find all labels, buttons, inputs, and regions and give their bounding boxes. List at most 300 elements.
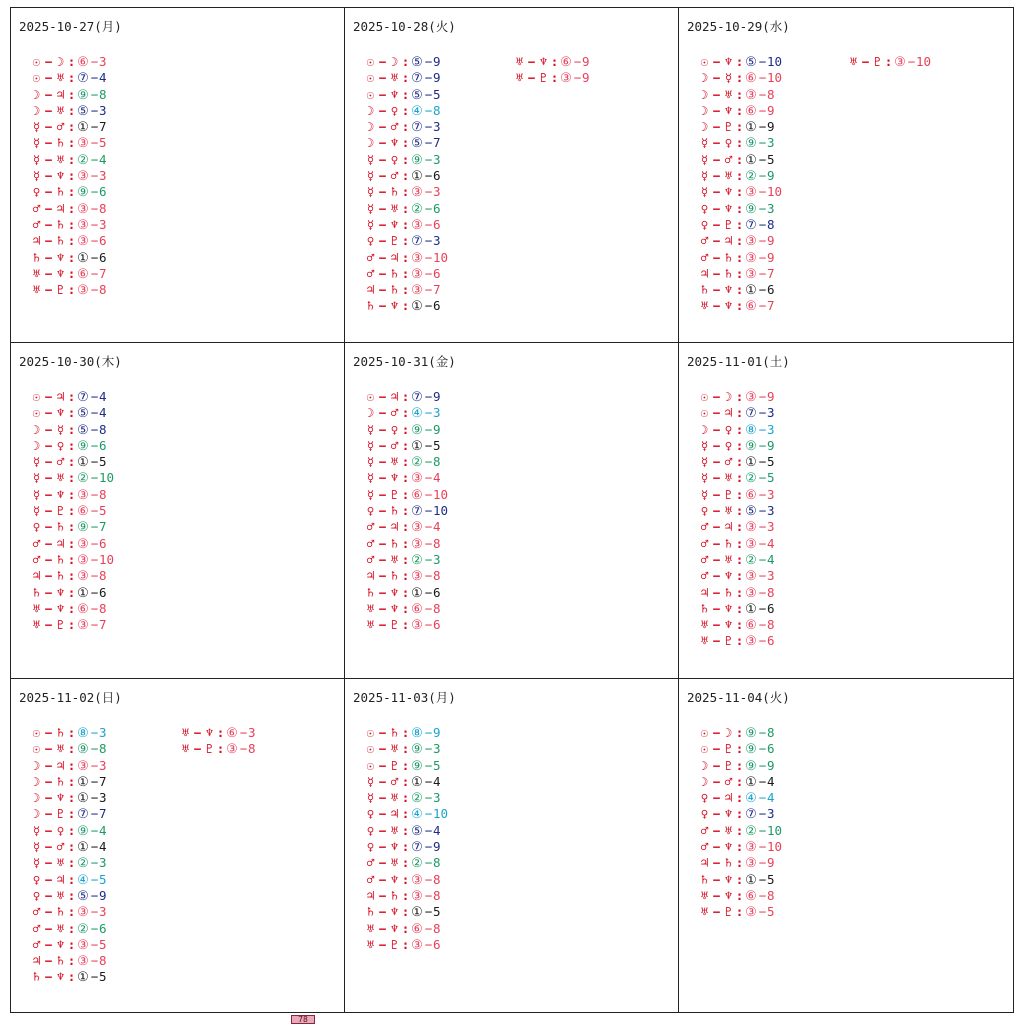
aspect-colon: : <box>401 600 410 616</box>
aspect-type-mark: ① <box>411 438 423 454</box>
value-dash: − <box>90 421 99 437</box>
aspect-colon: : <box>67 421 76 437</box>
value-dash: − <box>90 486 99 502</box>
aspect-dash: − <box>44 855 53 871</box>
aspect-type-mark: ⑥ <box>77 55 89 70</box>
aspect-colon: : <box>67 904 76 920</box>
aspect-type-mark: ⑤ <box>411 823 423 839</box>
aspect-type-mark: ③ <box>745 185 757 201</box>
aspect-dash: − <box>378 249 387 265</box>
day-cell <box>345 679 679 1013</box>
planet-a-symbol: ♂ <box>32 920 41 936</box>
aspect-colon: : <box>401 437 410 453</box>
value-dash: − <box>424 437 433 453</box>
aspect-value: 10 <box>767 184 783 200</box>
aspect-type-mark: ③ <box>411 250 423 266</box>
value-dash: − <box>90 249 99 265</box>
value-dash: − <box>758 839 767 855</box>
value-dash: − <box>90 773 99 789</box>
aspect-type-mark: ① <box>745 152 757 168</box>
aspect-colon: : <box>735 871 744 887</box>
aspect-dash: − <box>712 633 721 649</box>
aspect-dash: − <box>378 86 387 102</box>
aspect-row <box>30 103 113 119</box>
aspect-dash: − <box>712 486 721 502</box>
aspect-row <box>364 119 448 135</box>
value-dash: − <box>758 584 767 600</box>
aspect-colon: : <box>401 151 410 167</box>
planet-a-symbol: ☉ <box>32 741 41 757</box>
aspect-dash: − <box>712 790 721 806</box>
aspect-type-mark: ② <box>77 152 89 168</box>
aspect-colon: : <box>67 389 76 404</box>
aspect-value: 6 <box>99 437 107 453</box>
aspect-row <box>698 135 782 151</box>
aspect-dash: − <box>712 184 721 200</box>
aspect-value: 4 <box>767 535 775 551</box>
aspect-colon: : <box>735 568 744 584</box>
aspect-row <box>30 54 113 70</box>
planet-a-symbol: ♃ <box>32 233 41 249</box>
aspect-value: 9 <box>433 839 441 855</box>
planet-b-symbol: ♅ <box>56 151 65 167</box>
planet-a-symbol: ♄ <box>700 600 709 616</box>
planet-b-symbol: ♄ <box>56 184 65 200</box>
aspect-value: 6 <box>767 282 775 298</box>
value-dash: − <box>424 600 433 616</box>
planet-a-symbol: ♅ <box>366 617 375 633</box>
aspect-colon: : <box>216 725 225 740</box>
aspect-row <box>30 758 113 774</box>
aspect-dash: − <box>712 200 721 216</box>
aspect-value: 6 <box>767 600 775 616</box>
value-dash: − <box>90 617 99 633</box>
planet-a-symbol: ☿ <box>366 168 375 184</box>
aspect-colon: : <box>67 920 76 936</box>
planet-b-symbol: ♅ <box>724 168 733 184</box>
aspect-row <box>30 855 113 871</box>
aspect-dash: − <box>44 551 53 567</box>
aspect-colon: : <box>735 486 744 502</box>
aspect-value: 10 <box>767 822 783 838</box>
planet-b-symbol: ♂ <box>56 454 65 470</box>
aspect-row <box>698 774 782 790</box>
planet-b-symbol: ♅ <box>56 887 65 903</box>
aspect-type-mark: ① <box>745 774 757 790</box>
aspect-value: 9 <box>767 855 775 871</box>
aspect-colon: : <box>735 151 744 167</box>
aspect-row <box>30 790 113 806</box>
aspect-type-mark: ③ <box>411 618 423 634</box>
value-dash: − <box>90 70 99 86</box>
aspect-value: 3 <box>767 486 775 502</box>
aspect-dash: − <box>378 486 387 502</box>
day-date: 2025-10-28(火) <box>353 19 456 34</box>
aspect-dash: − <box>712 871 721 887</box>
aspect-list <box>698 725 782 921</box>
planet-a-symbol: ☿ <box>32 855 41 871</box>
aspect-type-mark: ① <box>77 970 89 986</box>
value-dash: − <box>424 617 433 633</box>
aspect-value: 7 <box>433 135 441 151</box>
aspect-colon: : <box>735 265 744 281</box>
aspect-colon: : <box>401 887 410 903</box>
aspect-colon: : <box>67 725 76 740</box>
aspect-value: 5 <box>433 904 441 920</box>
aspect-colon: : <box>401 454 410 470</box>
aspect-value: 3 <box>99 216 107 232</box>
value-dash: − <box>424 249 433 265</box>
aspect-colon: : <box>735 437 744 453</box>
value-dash: − <box>424 790 433 806</box>
aspect-colon: : <box>735 282 744 298</box>
planet-a-symbol: ☿ <box>700 454 709 470</box>
planet-b-symbol: ♇ <box>390 757 399 773</box>
planet-a-symbol: ☿ <box>700 470 709 486</box>
planet-b-symbol: ♆ <box>724 806 733 822</box>
aspect-row <box>364 552 448 568</box>
aspect-dash: − <box>712 741 721 757</box>
aspect-value: 8 <box>433 871 441 887</box>
aspect-value: 3 <box>767 568 775 584</box>
day-cell <box>345 7 679 343</box>
aspect-dash: − <box>378 871 387 887</box>
planet-a-symbol: ☿ <box>700 486 709 502</box>
aspect-type-mark: ① <box>411 585 423 601</box>
aspect-colon: : <box>401 102 410 118</box>
planet-a-symbol: ♂ <box>366 535 375 551</box>
aspect-value: 8 <box>433 855 441 871</box>
aspect-colon: : <box>401 265 410 281</box>
aspect-colon: : <box>735 887 744 903</box>
aspect-value: 8 <box>99 486 107 502</box>
aspect-colon: : <box>401 470 410 486</box>
planet-b-symbol: ♅ <box>724 551 733 567</box>
aspect-list <box>698 389 781 650</box>
planet-a-symbol: ♅ <box>515 54 524 69</box>
aspect-value: 5 <box>767 151 775 167</box>
aspect-value: 3 <box>99 168 107 184</box>
aspect-dash: − <box>44 168 53 184</box>
aspect-value: 10 <box>433 503 449 519</box>
aspect-value: 9 <box>582 70 590 86</box>
aspect-row <box>698 823 782 839</box>
aspect-colon: : <box>735 298 744 314</box>
planet-a-symbol: ♃ <box>700 584 709 600</box>
value-dash: − <box>758 741 767 757</box>
planet-a-symbol: ♂ <box>700 568 709 584</box>
planet-b-symbol: ♅ <box>390 790 399 806</box>
aspect-row <box>698 119 782 135</box>
aspect-value: 3 <box>433 741 441 757</box>
aspect-type-mark: ⑧ <box>77 726 89 741</box>
aspect-value: 9 <box>433 54 441 69</box>
aspect-value: 5 <box>767 470 775 486</box>
aspect-colon: : <box>735 470 744 486</box>
aspect-colon: : <box>401 855 410 871</box>
aspect-row <box>698 872 782 888</box>
aspect-row <box>30 201 113 217</box>
value-dash: − <box>90 184 99 200</box>
aspect-row <box>364 233 448 249</box>
aspect-type-mark: ① <box>77 120 89 136</box>
planet-b-symbol: ♃ <box>56 535 65 551</box>
aspect-type-mark: ③ <box>745 569 757 585</box>
aspect-value: 6 <box>767 633 775 649</box>
value-dash: − <box>758 519 767 535</box>
value-dash: − <box>239 741 248 757</box>
aspect-colon: : <box>67 790 76 806</box>
planet-b-symbol: ♆ <box>390 216 399 232</box>
aspect-dash: − <box>44 233 53 249</box>
aspect-row <box>698 790 782 806</box>
value-dash: − <box>758 405 767 421</box>
aspect-dash: − <box>378 551 387 567</box>
aspect-value: 8 <box>99 421 107 437</box>
aspect-row <box>364 389 448 405</box>
aspect-value: 3 <box>767 421 775 437</box>
value-dash: − <box>424 151 433 167</box>
aspect-type-mark: ② <box>411 791 423 807</box>
aspect-row <box>364 250 448 266</box>
planet-b-symbol: ♆ <box>56 790 65 806</box>
aspect-type-mark: ⑦ <box>745 406 757 422</box>
planet-a-symbol: ☿ <box>32 839 41 855</box>
planet-b-symbol: ♆ <box>724 568 733 584</box>
aspect-colon: : <box>735 249 744 265</box>
aspect-row <box>30 806 113 822</box>
aspect-value: 9 <box>767 233 775 249</box>
planet-a-symbol: ♅ <box>515 70 524 86</box>
aspect-value: 4 <box>767 773 775 789</box>
aspect-row <box>30 250 113 266</box>
aspect-row <box>698 536 781 552</box>
aspect-value: 10 <box>916 54 932 69</box>
aspect-type-mark: ⑤ <box>411 55 423 70</box>
aspect-colon: : <box>550 70 559 86</box>
aspect-row <box>30 266 113 282</box>
planet-a-symbol: ♄ <box>366 298 375 314</box>
aspect-colon: : <box>67 216 76 232</box>
planet-b-symbol: ♄ <box>390 265 399 281</box>
aspect-value: 7 <box>99 617 107 633</box>
planet-b-symbol: ♂ <box>56 119 65 135</box>
planet-b-symbol: ♅ <box>390 855 399 871</box>
aspect-value: 6 <box>99 535 107 551</box>
aspect-row <box>30 839 113 855</box>
planet-b-symbol: ♆ <box>390 839 399 855</box>
value-dash: − <box>90 806 99 822</box>
value-dash: − <box>573 54 582 69</box>
planet-a-symbol: ☽ <box>366 119 375 135</box>
aspect-colon: : <box>735 725 744 740</box>
aspect-type-mark: ③ <box>77 169 89 185</box>
value-dash: − <box>758 135 767 151</box>
aspect-dash: − <box>378 757 387 773</box>
aspect-dash: − <box>378 70 387 86</box>
value-dash: − <box>758 265 767 281</box>
planet-a-symbol: ♂ <box>366 551 375 567</box>
aspect-type-mark: ⑤ <box>77 406 89 422</box>
aspect-dash: − <box>44 757 53 773</box>
planet-a-symbol: ☽ <box>32 806 41 822</box>
planet-a-symbol: ♂ <box>366 265 375 281</box>
planet-a-symbol: ☿ <box>32 503 41 519</box>
aspect-dash: − <box>378 389 387 404</box>
aspect-type-mark: ③ <box>411 471 423 487</box>
aspect-colon: : <box>67 887 76 903</box>
aspect-dash: − <box>712 54 721 69</box>
aspect-colon: : <box>735 86 744 102</box>
value-dash: − <box>758 282 767 298</box>
aspect-type-mark: ② <box>745 471 757 487</box>
aspect-value: 4 <box>99 70 107 86</box>
planet-b-symbol: ♇ <box>390 936 399 952</box>
planet-b-symbol: ♇ <box>873 54 882 69</box>
aspect-type-mark: ⑨ <box>411 758 423 774</box>
planet-a-symbol: ♂ <box>700 535 709 551</box>
aspect-row <box>698 70 782 86</box>
value-dash: − <box>424 936 433 952</box>
aspect-value: 10 <box>767 54 783 69</box>
aspect-row <box>364 282 448 298</box>
aspect-value: 9 <box>767 249 775 265</box>
planet-a-symbol: ♀ <box>366 806 375 822</box>
aspect-row <box>364 266 448 282</box>
aspect-colon: : <box>67 822 76 838</box>
planet-a-symbol: ♂ <box>32 535 41 551</box>
day-date: 2025-11-04(火) <box>687 690 790 705</box>
planet-a-symbol: ♃ <box>366 568 375 584</box>
aspect-row <box>364 103 448 119</box>
planet-b-symbol: ♆ <box>390 470 399 486</box>
aspect-dash: − <box>712 298 721 314</box>
aspect-colon: : <box>67 233 76 249</box>
planet-b-symbol: ♇ <box>56 617 65 633</box>
planet-b-symbol: ♆ <box>724 184 733 200</box>
aspect-colon: : <box>401 904 410 920</box>
planet-a-symbol: ♂ <box>32 216 41 232</box>
planet-b-symbol: ♄ <box>56 135 65 151</box>
aspect-value: 3 <box>767 405 775 421</box>
aspect-row <box>364 790 448 806</box>
planet-b-symbol: ♅ <box>56 920 65 936</box>
aspect-dash: − <box>712 86 721 102</box>
planet-b-symbol: ♂ <box>724 151 733 167</box>
aspect-row <box>30 969 113 985</box>
aspect-colon: : <box>401 503 410 519</box>
aspect-value: 8 <box>433 535 441 551</box>
planet-a-symbol: ♂ <box>700 551 709 567</box>
planet-a-symbol: ☿ <box>32 135 41 151</box>
planet-b-symbol: ♆ <box>724 600 733 616</box>
aspect-dash: − <box>378 470 387 486</box>
planet-b-symbol: ♄ <box>56 904 65 920</box>
aspect-row <box>364 503 448 519</box>
aspect-colon: : <box>735 855 744 871</box>
value-dash: − <box>758 54 767 69</box>
planet-a-symbol: ☽ <box>32 421 41 437</box>
planet-a-symbol: ♅ <box>32 282 41 298</box>
aspect-value: 6 <box>433 936 441 952</box>
aspect-dash: − <box>712 904 721 920</box>
aspect-type-mark: ① <box>745 283 757 299</box>
planet-a-symbol: ☉ <box>700 389 709 404</box>
aspect-dash: − <box>378 790 387 806</box>
aspect-dash: − <box>378 503 387 519</box>
planet-a-symbol: ☽ <box>700 421 709 437</box>
aspect-row <box>698 422 781 438</box>
planet-b-symbol: ♆ <box>56 584 65 600</box>
planet-a-symbol: ☽ <box>32 757 41 773</box>
aspect-type-mark: ③ <box>411 937 423 953</box>
value-dash: − <box>90 887 99 903</box>
aspect-dash: − <box>378 806 387 822</box>
planet-b-symbol: ♅ <box>56 70 65 86</box>
aspect-colon: : <box>735 757 744 773</box>
aspect-dash: − <box>44 70 53 86</box>
planet-b-symbol: ♂ <box>724 773 733 789</box>
aspect-row <box>698 103 782 119</box>
planet-a-symbol: ☿ <box>366 454 375 470</box>
planet-a-symbol: ☉ <box>366 725 375 740</box>
aspect-dash: − <box>44 184 53 200</box>
aspect-colon: : <box>401 568 410 584</box>
value-dash: − <box>758 200 767 216</box>
value-dash: − <box>424 741 433 757</box>
aspect-row <box>30 774 113 790</box>
aspect-type-mark: ⑨ <box>77 823 89 839</box>
aspect-row <box>698 184 782 200</box>
aspect-dash: − <box>378 102 387 118</box>
aspect-colon: : <box>67 503 76 519</box>
aspect-colon: : <box>67 119 76 135</box>
aspect-colon: : <box>735 54 744 69</box>
value-dash: − <box>90 135 99 151</box>
aspect-value: 6 <box>433 265 441 281</box>
aspect-colon: : <box>67 486 76 502</box>
aspect-row <box>698 568 781 584</box>
aspect-value: 8 <box>99 200 107 216</box>
aspect-row <box>698 168 782 184</box>
planet-b-symbol: ♆ <box>390 86 399 102</box>
planet-b-symbol: ♆ <box>724 839 733 855</box>
planet-a-symbol: ♅ <box>32 600 41 616</box>
value-dash: − <box>758 855 767 871</box>
value-dash: − <box>90 757 99 773</box>
aspect-type-mark: ⑨ <box>745 136 757 152</box>
value-dash: − <box>424 806 433 822</box>
aspect-colon: : <box>401 806 410 822</box>
aspect-value: 8 <box>767 725 775 740</box>
aspect-colon: : <box>735 822 744 838</box>
aspect-colon: : <box>735 503 744 519</box>
planet-a-symbol: ♂ <box>366 871 375 887</box>
aspect-value: 10 <box>433 486 449 502</box>
aspect-row <box>513 54 596 70</box>
value-dash: − <box>758 421 767 437</box>
value-dash: − <box>424 486 433 502</box>
aspect-dash: − <box>378 216 387 232</box>
aspect-colon: : <box>735 216 744 232</box>
aspect-type-mark: ⑦ <box>745 807 757 823</box>
planet-b-symbol: ♇ <box>390 233 399 249</box>
planet-b-symbol: ♀ <box>56 437 65 453</box>
planet-a-symbol: ♅ <box>181 725 190 740</box>
aspect-colon: : <box>735 806 744 822</box>
aspect-value: 6 <box>433 216 441 232</box>
planet-a-symbol: ☿ <box>32 822 41 838</box>
